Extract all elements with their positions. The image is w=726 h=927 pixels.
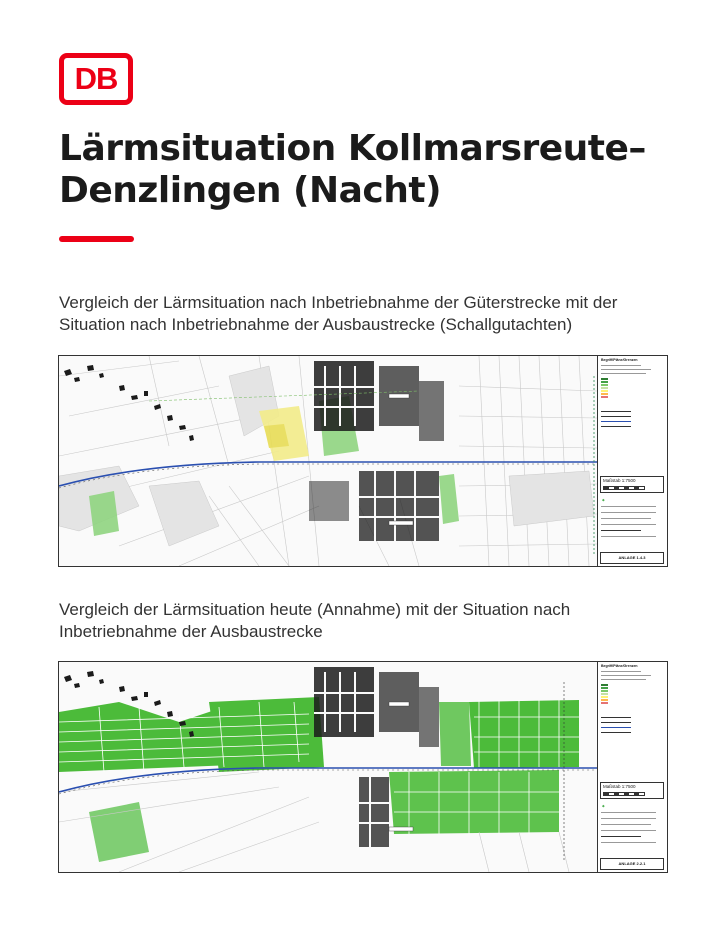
title-line-2: Denzlingen (Nacht) [59,170,442,211]
db-logo: DB [59,53,133,105]
section-1-caption: Vergleich der Lärmsituation nach Inbetriebnahme der Güterstrecke mit der Situation nach Inbetriebnahme der Ausbaustrecke (Schallgutachten) [59,293,618,334]
map-2-legend: Begriff/Pläne/Grenzen Maßstab 1:7500 ◆ ANLAGE 2.2.1 [597,662,667,872]
scale-box [600,782,664,799]
section-2-caption: Vergleich der Lärmsituation heute (Annahme) mit der Situation nach Inbetriebnahme der Ausbaustrecke [59,600,571,641]
page-title [59,128,679,212]
anlage-label: ANLAGE 1.4.3 [600,552,664,564]
scale-label: Maßstab 1:7500 [603,478,636,483]
legend-title: Begriff/Pläne/Grenzen [601,664,638,668]
noise-map-2 [58,661,668,873]
map-1-legend: Begriff/Pläne/Grenzen Maßstab 1:7500 ◆ ANLAGE 1.4.3 [597,356,667,566]
noise-map-1 [58,355,668,567]
title-accent-rule [59,236,134,242]
scale-label: Maßstab 1:7500 [603,784,636,789]
scale-box [600,476,664,493]
map-1-drawing [59,356,597,566]
title-line-1: Lärmsituation Kollmarsreute– [59,128,646,169]
anlage-label: ANLAGE 2.2.1 [600,858,664,870]
map-2-drawing [59,662,597,872]
legend-title: Begriff/Pläne/Grenzen [601,358,638,362]
